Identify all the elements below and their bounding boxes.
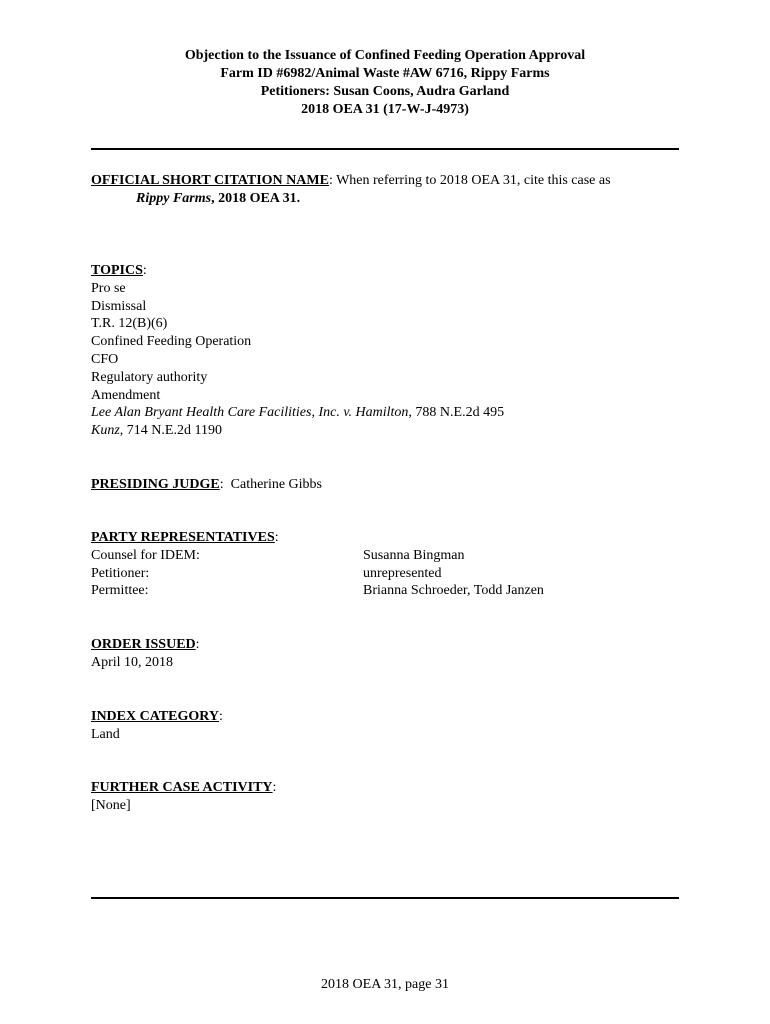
rep-role: Permittee: [91,583,149,599]
case-cite: , 788 N.E.2d 495 [408,405,505,421]
topic-item: Regulatory authority [91,369,208,385]
order-date: April 10, 2018 [91,654,174,670]
topics-label: TOPICS [91,263,143,278]
index-value: Land [91,726,120,742]
header-farm-id: Farm ID #6982/Animal Waste #AW 6716, Rippy Farms [220,66,550,81]
case-name: Lee Alan Bryant Health Care Facilities, Inc. v. Hamilton [91,405,409,421]
rep-role: Petitioner: [91,565,150,581]
rep-name: unrepresented [363,565,442,581]
judge-label: PRESIDING JUDGE [91,477,220,492]
citation-text: : When referring to 2018 OEA 31, cite this case as [328,173,611,188]
order-section: ORDER ISSUED: April 10, 2018 [91,636,681,672]
representatives-section: PARTY REPRESENTATIVES: Counsel for IDEM: Susanna Bingman Petitioner: unrepresented Permittee: Brianna Schroeder, Todd Janzen [91,529,681,600]
topic-item: Amendment [91,387,161,403]
topic-item: CFO [91,351,119,367]
citation-section [91,172,681,208]
topic-case-citation [91,404,681,422]
further-activity-section: FURTHER CASE ACTIVITY: [None] [91,779,681,815]
header-petitioners: Petitioners: Susan Coons, Audra Garland [260,84,510,99]
case-cite: , 714 N.E.2d 1190 [119,423,222,439]
index-section: INDEX CATEGORY: Land [91,708,681,744]
index-label: INDEX CATEGORY [91,709,219,724]
topics-section: TOPICS: Pro se Dismissal T.R. 12(B)(6) Confined Feeding Operation CFO Regulatory authority Amendment Lee Alan Bryant Health Care Facilities, Inc. v. Hamilton, 788 N.E.2d 495 Kunz, 714 N.E.2d 1190 [91,262,681,440]
citation-case-name: Rippy Farms [136,190,212,206]
further-label: FURTHER CASE ACTIVITY [91,780,273,795]
further-value: [None] [91,797,131,813]
header-case-number: 2018 OEA 31 (17-W-J-4973) [301,102,469,117]
topic-item: Confined Feeding Operation [91,334,252,350]
order-label: ORDER ISSUED [91,637,196,652]
rep-role: Counsel for IDEM: [91,547,200,563]
topic-item: Dismissal [91,298,147,314]
citation-label: OFFICIAL SHORT CITATION NAME [91,173,329,188]
representative-row [91,565,681,583]
citation-case-suffix: , 2018 OEA 31. [211,190,301,206]
topic-item: T.R. 12(B)(6) [91,316,168,332]
top-divider [91,148,679,150]
page-footer: 2018 OEA 31, page 31 [321,977,449,992]
topic-case-citation [91,422,681,440]
rep-name: Susanna Bingman [363,547,465,563]
header-title: Objection to the Issuance of Confined Feeding Operation Approval [184,48,586,63]
judge-section: PRESIDING JUDGE: Catherine Gibbs [91,477,323,492]
rep-name: Brianna Schroeder, Todd Janzen [363,583,544,599]
judge-name: Catherine Gibbs [230,477,323,492]
bottom-divider [91,897,679,899]
representative-row [91,547,681,565]
topic-item: Pro se [91,280,126,296]
document-header [0,47,770,119]
representatives-label: PARTY REPRESENTATIVES [91,530,275,545]
representative-row [91,582,681,600]
case-name: Kunz [91,423,120,439]
